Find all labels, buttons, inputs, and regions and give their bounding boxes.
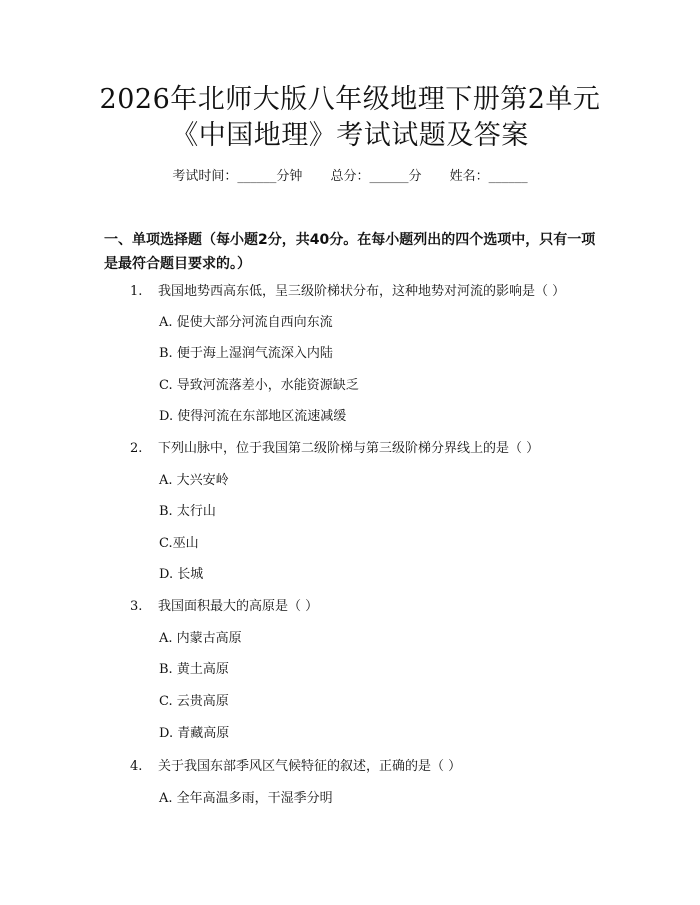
question-text: 我国地势西高东低，呈三级阶梯状分布，这种地势对河流的影响是（ ） — [158, 284, 566, 299]
section-heading: 一、单项选择题（每小题2分，共40分。在每小题列出的四个选项中，只有一项是最符合题目要求的。） — [104, 232, 596, 272]
question-text: 关于我国东部季风区气候特征的叙述，正确的是（ ） — [158, 759, 462, 774]
question-2 — [130, 440, 610, 458]
question-number: 1. — [130, 284, 143, 299]
option-2c: C.巫山 — [159, 536, 199, 551]
question-number: 3. — [130, 599, 143, 614]
option-4a: A. 全年高温多雨，干湿季分明 — [159, 791, 333, 806]
page-title-line1: 2026年北师大版八年级地理下册第2单元 — [99, 84, 601, 115]
question-4 — [130, 758, 610, 776]
question-text: 我国面积最大的高原是（ ） — [158, 599, 319, 614]
question-text: 下列山脉中，位于我国第二级阶梯与第三级阶梯分界线上的是（ ） — [158, 441, 540, 456]
page-title-line2: 《中国地理》考试试题及答案 — [171, 120, 529, 151]
option-2a: A. 大兴安岭 — [159, 473, 229, 488]
exam-time-field: 考试时间：______分钟 — [172, 169, 303, 184]
option-3d: D. 青藏高原 — [159, 726, 230, 741]
student-name-field: 姓名：______ — [449, 169, 528, 184]
question-number: 2. — [130, 441, 143, 456]
option-2b: B. 太行山 — [159, 504, 216, 519]
option-1d: D. 使得河流在东部地区流速减缓 — [159, 409, 347, 424]
option-3a: A. 内蒙古高原 — [159, 631, 242, 646]
option-1c: C. 导致河流落差小，水能资源缺乏 — [159, 378, 359, 393]
question-3 — [130, 598, 610, 616]
option-1a: A. 促使大部分河流自西向东流 — [159, 315, 333, 330]
option-3c: C. 云贵高原 — [159, 694, 229, 709]
total-score-field: 总分：______分 — [330, 169, 422, 184]
option-1b: B. 便于海上湿润气流深入内陆 — [159, 346, 333, 361]
option-2d: D. 长城 — [159, 567, 204, 582]
exam-meta — [0, 168, 700, 186]
question-1 — [130, 283, 610, 301]
option-3b: B. 黄土高原 — [159, 662, 229, 677]
question-number: 4. — [130, 759, 143, 774]
